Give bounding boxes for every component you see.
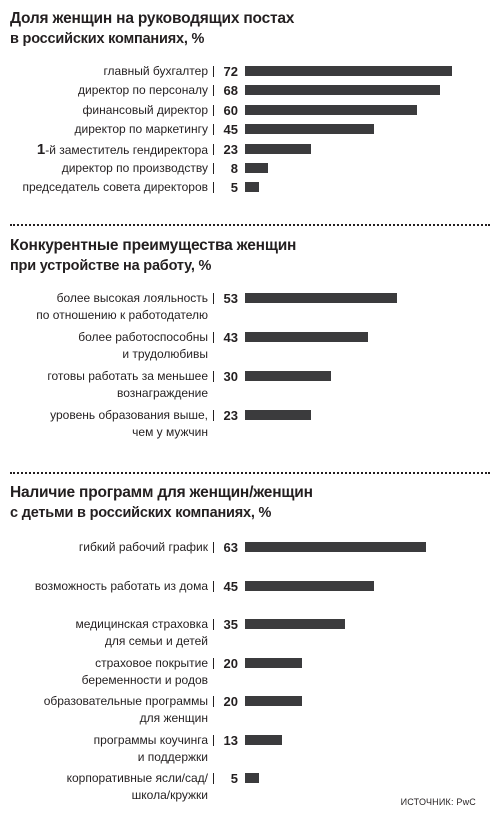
bar: [245, 66, 452, 76]
label-separator: [213, 581, 214, 592]
category-label: [75, 616, 208, 650]
section-divider: [10, 472, 490, 474]
category-label-text: беременности и родов: [81, 672, 208, 687]
category-label: [36, 290, 208, 324]
value-label: 8: [230, 161, 238, 176]
bar: [245, 619, 345, 629]
bar: [245, 124, 374, 134]
category-label-line: [44, 710, 208, 727]
bar: [245, 371, 331, 381]
label-separator: [213, 371, 214, 382]
value-label: 35: [223, 617, 238, 632]
bar: [245, 182, 259, 192]
category-label: [94, 732, 208, 766]
category-label-line: [75, 121, 208, 138]
category-label-text: для женщин: [139, 711, 208, 725]
chart-title-line2: с детьми в российских компаниях, %: [10, 505, 272, 521]
category-label-text: директор по маркетингу: [74, 122, 208, 137]
category-label-line: [47, 368, 208, 385]
category-label-text: вознаграждение: [116, 386, 208, 400]
label-separator: [213, 105, 214, 116]
chart-title: [10, 9, 294, 49]
value-label: 63: [223, 540, 238, 555]
category-label-line: [103, 63, 208, 80]
chart-title-line1: Наличие программ для женщин/женщин: [10, 484, 313, 501]
chart-title-line1: Конкурентные преимущества женщин: [10, 237, 297, 254]
category-label: [44, 693, 208, 727]
label-separator: [213, 66, 214, 77]
category-label-line: [47, 385, 208, 402]
label-separator: [213, 696, 214, 707]
bar: [245, 293, 397, 303]
category-label-text: возможность работать из дома: [34, 578, 208, 593]
category-label-text: финансовый директор: [82, 102, 208, 117]
label-separator: [213, 542, 214, 553]
category-label-text: уровень образования выше,: [50, 408, 208, 422]
category-label-text: страховое покрытие: [95, 655, 208, 670]
value-label: 72: [223, 64, 238, 79]
value-label: 45: [223, 122, 238, 138]
bar: [245, 85, 440, 95]
category-label: [82, 655, 208, 689]
category-label-line: [75, 616, 208, 633]
category-label-text: образовательные программы: [43, 694, 208, 708]
value-label: 20: [223, 694, 238, 709]
category-label-prefix: 1: [36, 140, 46, 158]
category-label-text: председатель совета директоров: [22, 180, 208, 195]
chart-title-line2: в российских компаниях, %: [10, 31, 205, 47]
category-label-line: [35, 578, 208, 595]
category-label: [50, 407, 208, 441]
value-label: 5: [230, 771, 238, 786]
category-label-line: [94, 732, 208, 749]
category-label: [37, 141, 208, 159]
category-label-line: [37, 141, 208, 159]
label-separator: [213, 735, 214, 746]
category-label-line: [79, 539, 208, 556]
value-label: 30: [223, 369, 238, 384]
category-label: [67, 770, 208, 804]
category-label-line: [78, 329, 208, 346]
category-label-line: [22, 179, 208, 196]
bar: [245, 735, 282, 745]
chart-title-line2: при устройстве на работу, %: [10, 258, 212, 274]
section-divider: [10, 224, 490, 226]
bar: [245, 581, 374, 591]
category-label-text: директор по производству: [61, 161, 208, 175]
value-label: 45: [223, 578, 238, 594]
bar: [245, 658, 302, 668]
category-label: [35, 578, 208, 595]
value-label: 23: [223, 408, 238, 423]
category-label-text: главный бухгалтер: [103, 64, 208, 78]
category-label-text: по отношению к работодателю: [36, 308, 208, 322]
category-label-line: [50, 407, 208, 424]
category-label-text: для семьи и детей: [104, 634, 208, 648]
category-label-text: -й заместитель гендиректора: [45, 142, 208, 157]
category-label-line: [44, 693, 208, 710]
value-label: 68: [223, 83, 238, 99]
category-label-text: школа/кружки: [131, 788, 208, 802]
category-label-line: [82, 655, 208, 672]
value-label: 43: [223, 330, 238, 345]
category-label: [47, 368, 208, 402]
label-separator: [213, 410, 214, 421]
label-separator: [213, 85, 214, 96]
category-label-line: [36, 307, 208, 324]
bar: [245, 696, 302, 706]
label-separator: [213, 332, 214, 343]
value-label: 53: [223, 291, 238, 306]
category-label-line: [83, 102, 209, 119]
category-label-line: [78, 82, 208, 99]
label-separator: [213, 144, 214, 155]
value-label: 5: [230, 180, 238, 196]
bar: [245, 542, 426, 552]
category-label: [103, 63, 208, 80]
category-label-text: гибкий рабочий график: [78, 540, 208, 554]
category-label-line: [67, 787, 208, 804]
category-label: [78, 82, 208, 99]
category-label: [83, 102, 209, 119]
category-label-line: [82, 672, 208, 689]
value-label: 13: [223, 732, 238, 748]
value-label: 60: [223, 102, 238, 118]
category-label-line: [78, 346, 208, 363]
category-label-line: [75, 633, 208, 650]
chart-title: [10, 483, 313, 523]
category-label-line: [62, 160, 208, 177]
label-separator: [213, 182, 214, 193]
bar: [245, 163, 268, 173]
source-note: ИСТОЧНИК: PwC: [400, 797, 476, 807]
value-label: 20: [223, 655, 238, 671]
bar: [245, 773, 259, 783]
category-label-line: [36, 290, 208, 307]
label-separator: [213, 619, 214, 630]
category-label-text: более высокая лояльность: [56, 291, 208, 305]
category-label: [79, 539, 208, 556]
label-separator: [213, 293, 214, 304]
label-separator: [213, 124, 214, 135]
category-label-line: [50, 424, 208, 441]
category-label: [62, 160, 208, 177]
category-label-text: более работоспособны: [78, 330, 208, 344]
label-separator: [213, 658, 214, 669]
category-label: [78, 329, 208, 363]
value-label: 23: [223, 141, 238, 157]
category-label-text: медицинская страховка: [75, 617, 208, 631]
category-label-text: готовы работать за меньшее: [47, 369, 208, 383]
category-label-text: и трудолюбивы: [122, 347, 208, 361]
category-label-text: директор по персоналу: [78, 83, 208, 98]
category-label: [22, 179, 208, 196]
category-label-text: чем у мужчин: [132, 425, 208, 439]
category-label-text: и поддержки: [137, 749, 208, 764]
category-label-line: [94, 749, 208, 766]
category-label: [75, 121, 208, 138]
category-label-line: [67, 770, 208, 787]
bar: [245, 144, 311, 154]
chart-title: [10, 236, 296, 276]
label-separator: [213, 773, 214, 784]
bar: [245, 410, 311, 420]
category-label-text: программы коучинга: [93, 732, 208, 747]
chart-title-line1: Доля женщин на руководящих постах: [10, 10, 295, 27]
bar: [245, 105, 417, 115]
label-separator: [213, 163, 214, 174]
bar: [245, 332, 368, 342]
category-label-text: корпоративные ясли/сад/: [66, 771, 208, 785]
